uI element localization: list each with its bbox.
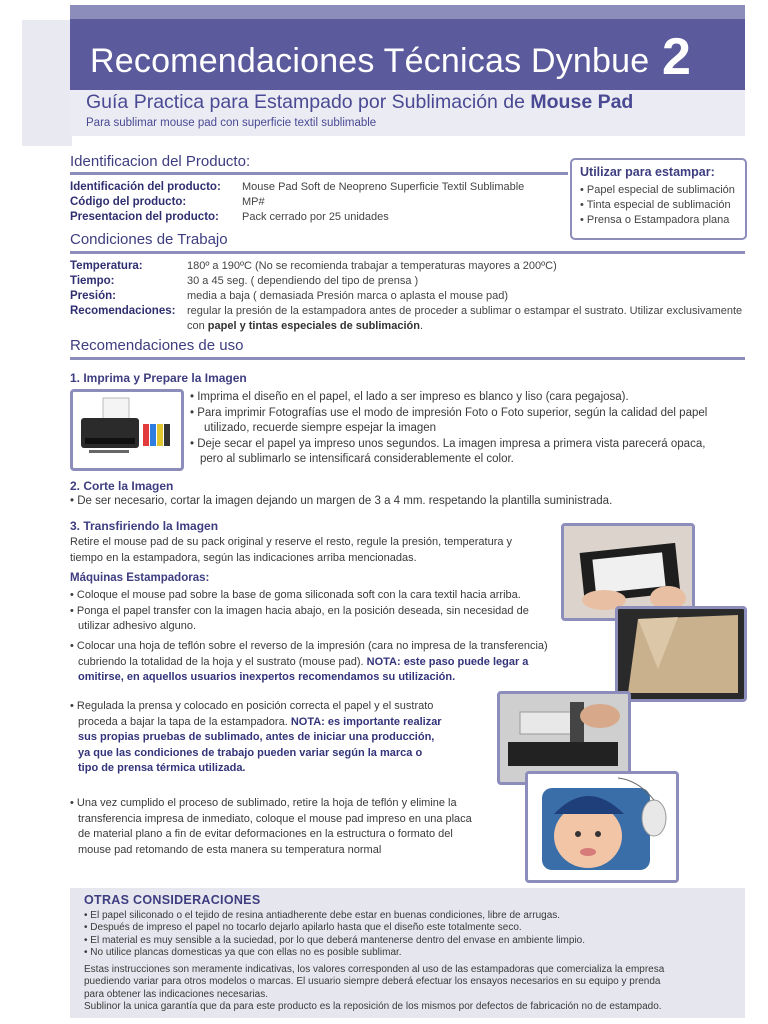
note-bold: tipo de prensa térmica utilizada.	[78, 762, 246, 775]
recomendaciones-value-2: con papel y tintas especiales de sublimación.	[187, 320, 423, 332]
note-bold: omitirse, en aquellos usuarios inexpertos recomendamos su utilización.	[78, 671, 456, 684]
id-value: Mouse Pad Soft de Neopreno Superficie Textil Sublimable	[242, 181, 525, 193]
section-identificacion-title: Identificacion del Producto:	[70, 153, 251, 170]
step3-bullet-b: • Colocar una hoja de teflón sobre el reverso de la impresión (cara no impresa de la transferencia) cubriendo la totalidad de la hoja y el sustrato (mouse pad). NOTA: este paso puede legar a omitirse, en aquellos usuarios inexpertos recomendamos su utilización.	[70, 639, 548, 686]
printer-icon	[73, 392, 181, 468]
code-value: MP#	[242, 196, 265, 208]
presentation-label: Presentacion del producto:	[70, 211, 219, 223]
step3-intro: Retire el mouse pad de su pack original y reserve el resto, regule la presión, temperatura y tiempo en la estampadora, según las indicaciones arriba mencionadas.	[70, 536, 513, 564]
presion-label: Presión:	[70, 290, 117, 302]
section-rule	[70, 251, 745, 254]
step3-bullets-a: • Coloque el mouse pad sobre la base de goma siliconada soft con la cara textil hacia arriba. • Ponga el papel transfer con la imagen hacia abajo, en la posición deseada, sin necesidad de utilizar adhesivo alguno.	[70, 589, 529, 633]
bullet: • Deje secar el papel ya impreso unos segundos. La imagen impresa a primera vista parecerá opaca,	[190, 437, 706, 450]
id-label: Identificación del producto:	[70, 181, 221, 193]
otras-notes: Estas instrucciones son meramente indicativas, los valores corresponden al uso de las estampadoras que comercializa la empresa puediendo variar para otros modelos o marcas. El usuario siempre deberá efectuar los ensayos necesarios en su equipo y prenda para obtener las indicaciones necesarias. Sublinor la unica garantía que da para este producto es la reposición de los mismos por defectos de fabricación no de estampado.	[84, 964, 665, 1012]
recomendaciones-bold: papel y tintas especiales de sublimación	[207, 320, 420, 332]
step2-text: • De ser necesario, cortar la imagen dejando un margen de 3 a 4 mm. respetando la plantilla suministrada.	[70, 495, 613, 507]
note-bold: NOTA: este paso puede legar a	[366, 655, 529, 668]
header-left-panel	[22, 20, 72, 146]
bullet: • Para imprimir Fotografías use el modo de impresión Foto o Foto superior, según la calidad del papel	[190, 406, 708, 419]
temperatura-value: 180º a 190ºC (No se recomienda trabajar a temperaturas mayores a 200ºC)	[187, 260, 557, 272]
bullet-cont: utilizado, recuerde siempre espejar la imagen	[204, 422, 437, 435]
step1-title: 1. Imprima y Prepare la Imagen	[70, 371, 247, 385]
presentation-value: Pack cerrado por 25 unidades	[242, 211, 389, 223]
page-title: Recomendaciones Técnicas Dynbue	[90, 42, 650, 80]
code-label: Código del producto:	[70, 196, 187, 208]
utilizar-item: • Papel especial de sublimación	[580, 184, 735, 196]
page-description: Para sublimar mouse pad con superficie textil sublimable	[86, 117, 377, 129]
photo-teflon-sheet	[615, 606, 747, 702]
page-subtitle	[86, 91, 633, 114]
utilizar-item: • Prensa o Estampadora plana	[580, 214, 730, 226]
section-uso-title: Recomendaciones de uso	[70, 337, 244, 354]
header-top-bar	[70, 5, 745, 19]
tiempo-label: Tiempo:	[70, 275, 115, 287]
section-rule	[70, 357, 745, 360]
guide-number: 2	[662, 28, 691, 86]
temperatura-label: Temperatura:	[70, 260, 143, 272]
otras-title: OTRAS CONSIDERACIONES	[84, 893, 261, 907]
recomendaciones-value: regular la presión de la estampadora antes de proceder a sublimar o estampar el sustrato. Utilizar exclusivamente	[187, 305, 743, 317]
section-rule	[70, 172, 568, 175]
bullet: • Imprima el diseño en el papel, el lado a ser impreso es blanco y liso (cara pegajosa).	[190, 391, 629, 403]
utilizar-title: Utilizar para estampar:	[580, 165, 715, 179]
machines-title: Máquinas Estampadoras:	[70, 572, 210, 584]
section-condiciones-title: Condiciones de Trabajo	[70, 231, 228, 248]
step3-title: 3. Transfiriendo la Imagen	[70, 519, 219, 533]
printer-image	[70, 389, 184, 471]
presion-value: media a baja ( demasiada Presión marca o aplasta el mouse pad)	[187, 290, 509, 302]
step3-bullet-d: • Una vez cumplido el proceso de sublimado, retire la hoja de teflón y elimine la transferencia impresa de inmediato, coloque el mouse pad impreso en una placa de material plano a fin de evitar deformaciones en la estructura o formato del mouse pad retomando de esta manera su temperatura normal	[70, 797, 472, 856]
bullet-cont: pero al sublimarlo se intensificará considerablemente el color.	[200, 453, 514, 466]
subtitle-product: Mouse Pad	[530, 91, 634, 113]
step1-bullets	[190, 390, 707, 468]
otras-bullets: • El papel siliconado o el tejido de resina antiadherente debe estar en buenas condiciones, libre de arrugas. • Después de impreso el papel no tocarlo dejarlo apilarlo hasta que el diseño este totalmente seco. • El material es muy sensible a la suciedad, por lo que deberá mantenerse dentro del envase en ambiente limpio. • No utilice plancas domesticas ya que con ellas no es posible sublimar.	[84, 910, 586, 958]
recomendaciones-label: Recomendaciones:	[70, 305, 176, 317]
note-bold: NOTA: es importante realizar	[290, 715, 442, 728]
photo-finished-mousepad	[525, 771, 679, 883]
tiempo-value: 30 a 45 seg. ( dependiendo del tipo de prensa )	[187, 275, 419, 287]
step2-title: 2. Corte la Imagen	[70, 479, 174, 493]
note-bold: sus propias pruebas de sublimado, antes de iniciar una producción,	[78, 731, 435, 744]
note-bold: ya que las condiciones de trabajo pueden variar según la marca o	[78, 746, 423, 759]
subtitle-text: Guía Practica para Estampado por Sublimación de	[86, 91, 531, 113]
utilizar-item: • Tinta especial de sublimación	[580, 199, 731, 211]
step3-bullet-c: • Regulada la prensa y colocado en posición correcta el papel y el sustrato proceda a bajar la tapa de la estampadora. NOTA: es importante realizar sus propias pruebas de sublimado, antes de iniciar una producción, ya que las condiciones de trabajo pueden variar según la marca o tipo de prensa térmica utilizada.	[70, 699, 442, 777]
